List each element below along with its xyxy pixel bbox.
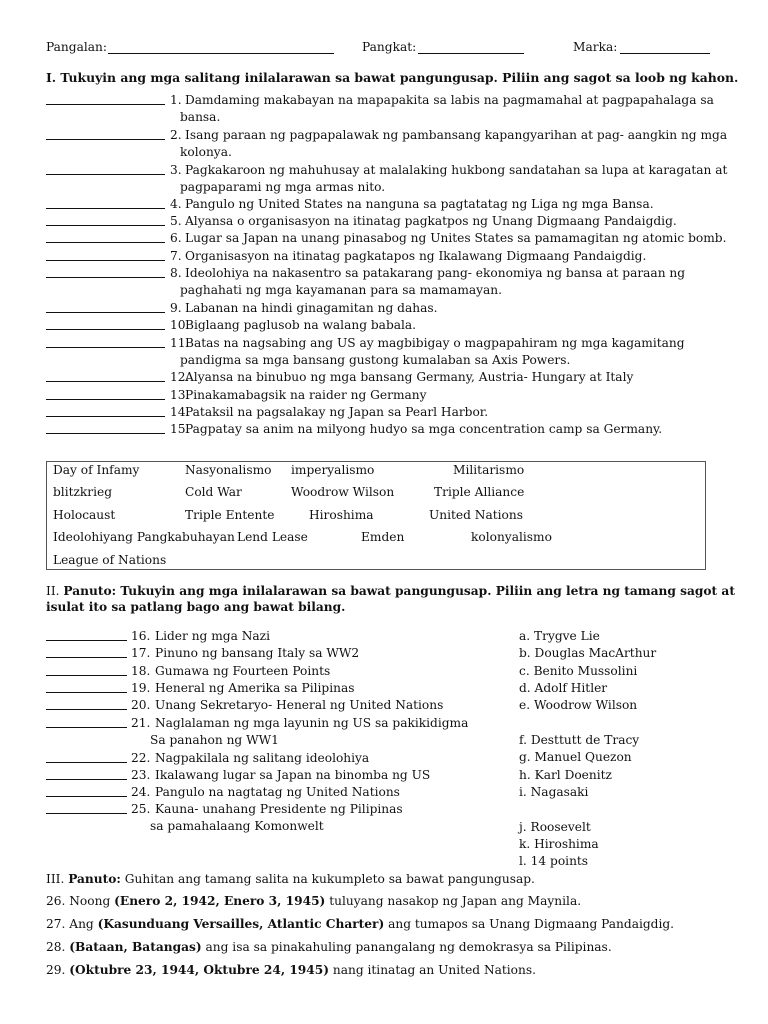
word-choice: Triple Alliance	[434, 485, 525, 499]
item-post: ang isa sa pinakahuling panangalang ng demokrasya sa Pilipinas.	[201, 940, 612, 954]
answer-blank[interactable]	[46, 675, 127, 676]
part2-title-line2: isulat ito sa patlang bago ang bawat bilang.	[46, 600, 346, 614]
choice-options[interactable]: (Kasunduang Versailles, Atlantic Charter)	[97, 917, 385, 931]
answer-blank[interactable]	[46, 399, 165, 400]
word-choice: Nasyonalismo	[185, 463, 272, 477]
item-text: Kauna- unahang Presidente ng Pilipinas	[155, 802, 403, 816]
item-number: 20.	[131, 698, 151, 712]
item-text: Pangulo ng United States na nanguna sa pagtatatag ng Liga ng mga Bansa.	[185, 197, 654, 211]
item-post: nang itinatag an United Nations.	[329, 963, 536, 977]
word-choice: Woodrow Wilson	[291, 485, 395, 499]
answer-blank[interactable]	[46, 813, 127, 814]
word-choice: Hiroshima	[309, 508, 374, 522]
choice-option: k. Hiroshima	[519, 837, 599, 851]
word-choice: United Nations	[429, 508, 523, 522]
item-number: 11.	[170, 336, 190, 350]
item-number: 10.	[170, 318, 190, 332]
score-label: Marka:	[573, 40, 618, 54]
choice-option: c. Benito Mussolini	[519, 664, 638, 678]
item-text: Ikalawang lugar sa Japan na binomba ng US	[155, 768, 431, 782]
item-text: Alyansa o organisasyon na itinatag pagkatpos ng Unang Digmaang Pandaigdig.	[185, 214, 677, 228]
item-text: Gumawa ng Fourteen Points	[155, 664, 331, 678]
item-number: 24.	[131, 785, 151, 799]
item-number: 28.	[46, 940, 66, 954]
word-choice: Militarismo	[453, 463, 525, 477]
item-number: 17.	[131, 646, 151, 660]
item-number: 21.	[131, 716, 151, 730]
part2-title-line1: Panuto: Tukuyin ang mga inilalarawan sa bawat pangungusap. Piliin ang letra ng tamang sagot at	[63, 584, 735, 598]
item-number: 1.	[170, 93, 182, 107]
group-label: Pangkat:	[362, 40, 417, 54]
item-number: 9.	[170, 301, 182, 315]
answer-blank[interactable]	[46, 416, 165, 417]
fill-item	[46, 963, 536, 978]
item-text: kolonya.	[180, 145, 232, 160]
item-post: tuluyang nasakop ng Japan ang Maynila.	[325, 894, 582, 908]
item-text: Organisasyon na itinatag pagkatapos ng Ikalawang Digmaang Pandaigdig.	[185, 249, 647, 263]
item-number: 27.	[46, 917, 66, 931]
answer-blank[interactable]	[46, 312, 165, 313]
answer-blank[interactable]	[46, 329, 165, 330]
item-text: Lugar sa Japan na unang pinasabog ng Unites States sa pamamagitan ng atomic bomb.	[185, 231, 727, 245]
answer-blank[interactable]	[46, 174, 165, 175]
answer-blank[interactable]	[46, 433, 165, 434]
item-text: Heneral ng Amerika sa Pilipinas	[155, 681, 355, 695]
item-text: Sa panahon ng WW1	[150, 733, 279, 748]
item-number: 3.	[170, 163, 182, 177]
item-text: Pagpatay sa anim na milyong hudyo sa mga concentration camp sa Germany.	[185, 422, 663, 436]
item-number: 19.	[131, 681, 151, 695]
item-number: 8.	[170, 266, 182, 280]
part2-header	[46, 584, 735, 599]
item-number: 26.	[46, 894, 66, 908]
item-text: Ideolohiya na nakasentro sa patakarang pang- ekonomiya ng bansa at paraan ng	[185, 266, 686, 280]
word-choice: Day of Infamy	[53, 463, 140, 477]
item-text: Pinuno ng bansang Italy sa WW2	[155, 646, 360, 660]
choice-option: f. Desttutt de Tracy	[519, 733, 640, 747]
choice-option: b. Douglas MacArthur	[519, 646, 657, 660]
score-blank[interactable]	[620, 53, 710, 54]
item-number: 25.	[131, 802, 151, 816]
item-text: Labanan na hindi ginagamitan ng dahas.	[185, 301, 438, 315]
item-pre: Noong	[69, 894, 115, 908]
item-text: paghahati ng mga kayamanan para sa mamamayan.	[180, 283, 503, 298]
answer-blank[interactable]	[46, 347, 165, 348]
item-number: 7.	[170, 249, 182, 263]
item-text: Naglalaman ng mga layunin ng US sa pakikidigma	[155, 716, 469, 730]
word-choice: Cold War	[185, 485, 242, 499]
item-text: Batas na nagsabing ang US ay magbibigay o magpapahiram ng mga kagamitang	[185, 336, 685, 350]
fill-item	[46, 894, 581, 909]
item-text: Damdaming makabayan na mapapakita sa labis na pagmamahal at pagpapahalaga sa	[185, 93, 714, 107]
item-number: 16.	[131, 629, 151, 643]
part3-header	[46, 872, 535, 887]
item-number: 5.	[170, 214, 182, 228]
word-choice: blitzkrieg	[53, 485, 113, 499]
item-text: Biglaang paglusob na walang babala.	[185, 318, 417, 332]
item-text: Isang paraan ng pagpapalawak ng pambansang kapangyarihan at pag- aangkin ng mga	[185, 128, 728, 142]
part1-title: I. Tukuyin ang mga salitang inilalarawan sa bawat pangungusap. Piliin ang sagot sa loob ng kahon.	[46, 70, 739, 85]
choice-options[interactable]: (Oktubre 23, 1944, Oktubre 24, 1945)	[69, 963, 329, 977]
group-blank[interactable]	[418, 53, 524, 54]
item-text: pandigma sa mga bansang gustong kumalaban sa Axis Powers.	[180, 353, 571, 368]
answer-blank[interactable]	[46, 640, 127, 641]
item-number: 15.	[170, 422, 190, 436]
answer-blank[interactable]	[46, 762, 127, 763]
answer-blank[interactable]	[46, 104, 165, 105]
fill-item	[46, 917, 674, 932]
choice-option: l. 14 points	[519, 854, 589, 868]
item-post: ang tumapos sa Unang Digmaang Pandaigdig.	[384, 917, 675, 931]
item-text: Unang Sekretaryo- Heneral ng United Nations	[155, 698, 444, 712]
item-number: 29.	[46, 963, 66, 977]
part3-roman: III.	[46, 872, 65, 886]
answer-blank[interactable]	[46, 277, 165, 278]
item-text: Alyansa na binubuo ng mga bansang Germany, Austria- Hungary at Italy	[185, 370, 634, 384]
item-number: 22.	[131, 751, 151, 765]
item-number: 23.	[131, 768, 151, 782]
item-number: 18.	[131, 664, 151, 678]
choice-option: j. Roosevelt	[519, 820, 591, 834]
word-choice: imperyalismo	[291, 463, 375, 477]
choice-options[interactable]: (Bataan, Batangas)	[69, 940, 202, 954]
choice-option: g. Manuel Quezon	[519, 750, 632, 764]
item-text: Nagpakilala ng salitang ideolohiya	[155, 751, 370, 765]
item-text: bansa.	[180, 110, 221, 125]
word-choice: Lend Lease	[237, 530, 308, 544]
answer-blank[interactable]	[46, 260, 165, 261]
choice-option: d. Adolf Hitler	[519, 681, 608, 695]
name-blank[interactable]	[108, 53, 334, 54]
item-text: Pataksil na pagsalakay ng Japan sa Pearl Harbor.	[185, 405, 489, 419]
name-label: Pangalan:	[46, 40, 107, 54]
item-text: sa pamahalaang Komonwelt	[150, 819, 324, 834]
word-choice: kolonyalismo	[471, 530, 552, 544]
choice-option: i. Nagasaki	[519, 785, 589, 799]
item-number: 13.	[170, 388, 190, 402]
choice-options[interactable]: (Enero 2, 1942, Enero 3, 1945)	[114, 894, 326, 908]
choice-option: a. Trygve Lie	[519, 629, 600, 643]
answer-blank[interactable]	[46, 796, 127, 797]
choice-option: e. Woodrow Wilson	[519, 698, 638, 712]
item-number: 4.	[170, 197, 182, 211]
answer-blank[interactable]	[46, 208, 165, 209]
answer-blank[interactable]	[46, 779, 127, 780]
part2-roman: II.	[46, 584, 60, 598]
answer-blank[interactable]	[46, 242, 165, 243]
item-text: Pinakamabagsik na raider ng Germany	[185, 388, 427, 402]
item-pre: Ang	[69, 917, 98, 931]
answer-blank[interactable]	[46, 727, 127, 728]
word-box	[46, 461, 706, 570]
part3-panuto: Panuto:	[68, 872, 121, 886]
word-choice: Emden	[361, 530, 405, 544]
word-choice: League of Nations	[53, 553, 167, 567]
answer-blank[interactable]	[46, 709, 127, 710]
item-text: Lider ng mga Nazi	[155, 629, 270, 643]
choice-option: h. Karl Doenitz	[519, 768, 612, 782]
item-number: 2.	[170, 128, 182, 142]
item-text: Pangulo na nagtatag ng United Nations	[155, 785, 400, 799]
answer-blank[interactable]	[46, 139, 165, 140]
item-number: 14.	[170, 405, 190, 419]
answer-blank[interactable]	[46, 692, 127, 693]
word-choice: Holocaust	[53, 508, 116, 522]
item-number: 6.	[170, 231, 182, 245]
answer-blank[interactable]	[46, 657, 127, 658]
part3-instruction: Guhitan ang tamang salita na kukumpleto sa bawat pangungusap.	[120, 872, 535, 886]
item-number: 12.	[170, 370, 190, 384]
item-text: Pagkakaroon ng mahuhusay at malalaking hukbong sandatahan sa lupa at karagatan at	[185, 163, 728, 177]
answer-blank[interactable]	[46, 381, 165, 382]
answer-blank[interactable]	[46, 225, 165, 226]
item-text: pagpaparami ng mga armas nito.	[180, 180, 386, 195]
word-choice: Triple Entente	[185, 508, 275, 522]
fill-item	[46, 940, 612, 955]
word-choice: Ideolohiyang Pangkabuhayan	[53, 530, 235, 544]
